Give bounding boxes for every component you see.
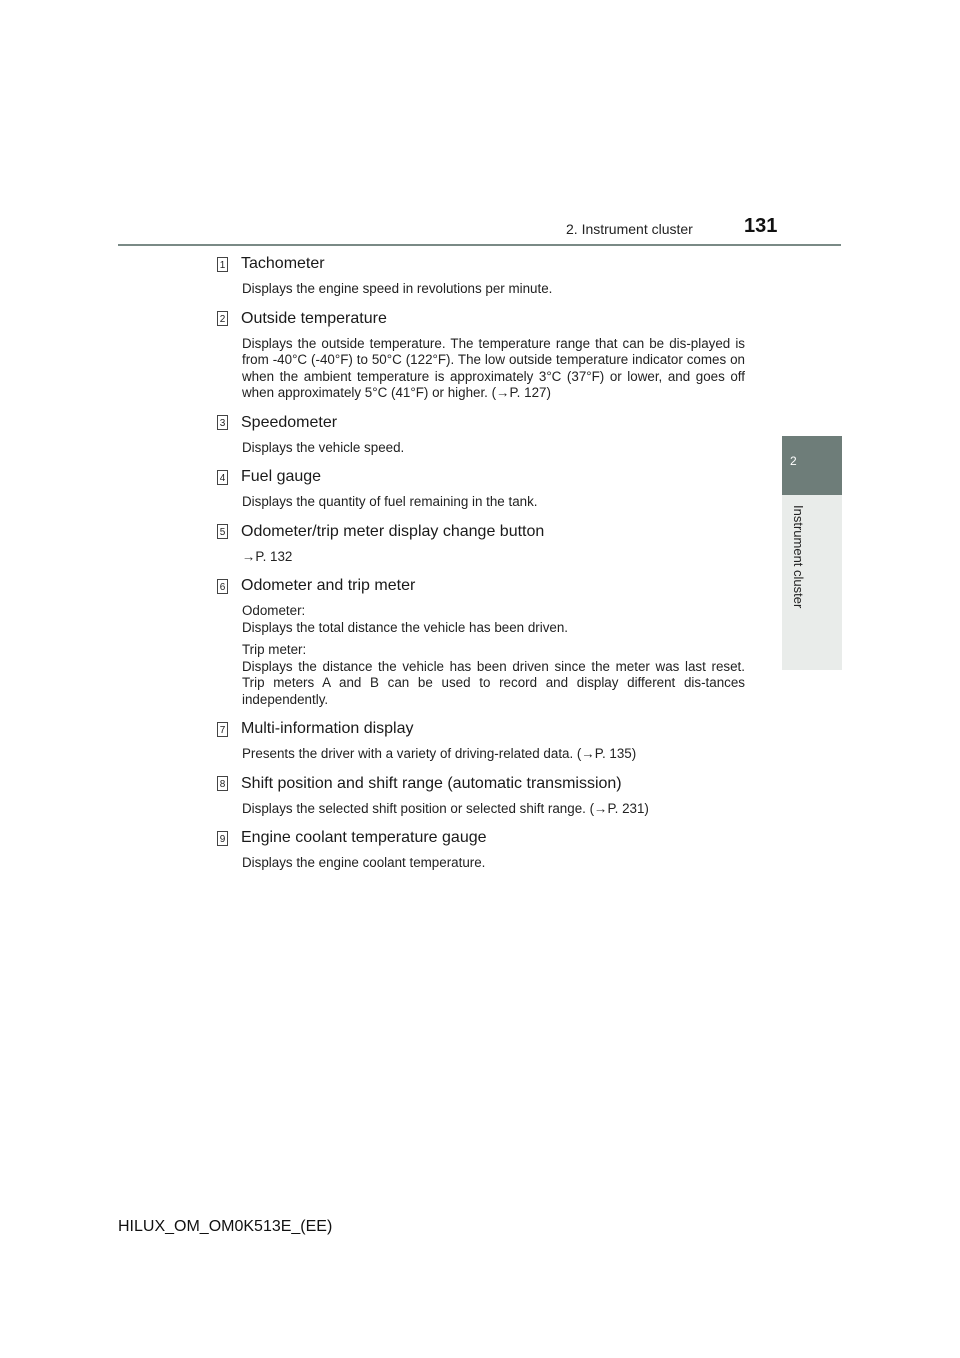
item-description [242, 494, 745, 511]
list-item [217, 466, 745, 511]
item-number-badge: 8 [217, 776, 228, 791]
item-paragraph: Displays the selected shift position or selected shift range. (→P. 231) [242, 800, 649, 816]
item-title: Shift position and shift range (automatic transmission) [241, 774, 622, 792]
list-item [217, 521, 745, 566]
item-title: Engine coolant temperature gauge [241, 829, 487, 846]
item-paragraph: Displays the engine speed in revolutions per minute. [242, 281, 553, 296]
item-paragraph: Displays the outside temperature. The temperature range that can be dis-played is from -40°C (-40°F) to 50°C (122°F). The low outside temperature indicator comes on when the ambient temperature is approximately 3°C (37°F) or lower, and goes off when approximately 5°C (41°F) or higher. (→P. 127) [242, 335, 745, 400]
chapter-tab-label: Instrument cluster [791, 505, 806, 609]
item-title: Odometer/trip meter display change button [241, 522, 545, 540]
section-title: 2. Instrument cluster [566, 221, 693, 237]
item-heading [217, 521, 745, 543]
list-item [217, 773, 745, 818]
item-number-badge: 7 [217, 722, 228, 737]
item-paragraph: Displays the vehicle speed. [242, 439, 405, 455]
item-number-badge: 1 [217, 257, 228, 272]
item-list [217, 253, 745, 882]
page-number: 131 [744, 215, 778, 237]
list-item [217, 412, 745, 457]
item-heading [217, 308, 745, 330]
item-description [242, 336, 745, 402]
item-heading [217, 253, 745, 275]
item-heading [217, 412, 745, 434]
item-title: Odometer and trip meter [241, 577, 416, 594]
item-title: Multi-information display [241, 720, 414, 737]
item-paragraph: Odometer: Displays the total distance the vehicle has been driven. [242, 603, 569, 635]
item-number-badge: 3 [217, 415, 228, 430]
list-item [217, 253, 745, 298]
item-description [242, 801, 745, 818]
item-description [242, 746, 745, 763]
item-number-badge: 6 [217, 579, 228, 594]
document-code: HILUX_OM_OM0K513E_(EE) [118, 1218, 333, 1235]
item-heading [217, 466, 745, 488]
item-paragraph: Displays the quantity of fuel remaining in the tank. [242, 494, 538, 509]
item-description [242, 549, 745, 566]
item-heading [217, 718, 745, 740]
list-item [217, 308, 745, 402]
item-heading [217, 773, 745, 795]
item-paragraph: →P. 132 [242, 548, 293, 564]
item-title: Tachometer [241, 255, 325, 272]
item-paragraph: Presents the driver with a variety of driving-related data. (→P. 135) [242, 746, 637, 761]
item-title: Fuel gauge [241, 468, 322, 485]
item-paragraph: Displays the engine coolant temperature. [242, 855, 486, 870]
item-paragraph: Trip meter: Displays the distance the vehicle has been driven since the meter was last reset. Trip meters A and B can be used to record and display different dis-tances independently. [242, 642, 745, 707]
item-description [242, 855, 745, 872]
item-description [242, 281, 745, 298]
item-title: Outside temperature [241, 309, 387, 327]
item-number-badge: 2 [217, 311, 228, 326]
header-divider [118, 244, 841, 246]
item-description [242, 603, 745, 708]
item-title: Speedometer [241, 413, 338, 431]
list-item [217, 827, 745, 872]
item-heading [217, 827, 745, 849]
item-number-badge: 4 [217, 470, 228, 485]
item-heading [217, 575, 745, 597]
list-item [217, 575, 745, 708]
item-number-badge: 5 [217, 524, 228, 539]
chapter-tab-number: 2 [790, 454, 797, 468]
list-item [217, 718, 745, 763]
item-number-badge: 9 [217, 831, 228, 846]
item-description [242, 440, 745, 457]
